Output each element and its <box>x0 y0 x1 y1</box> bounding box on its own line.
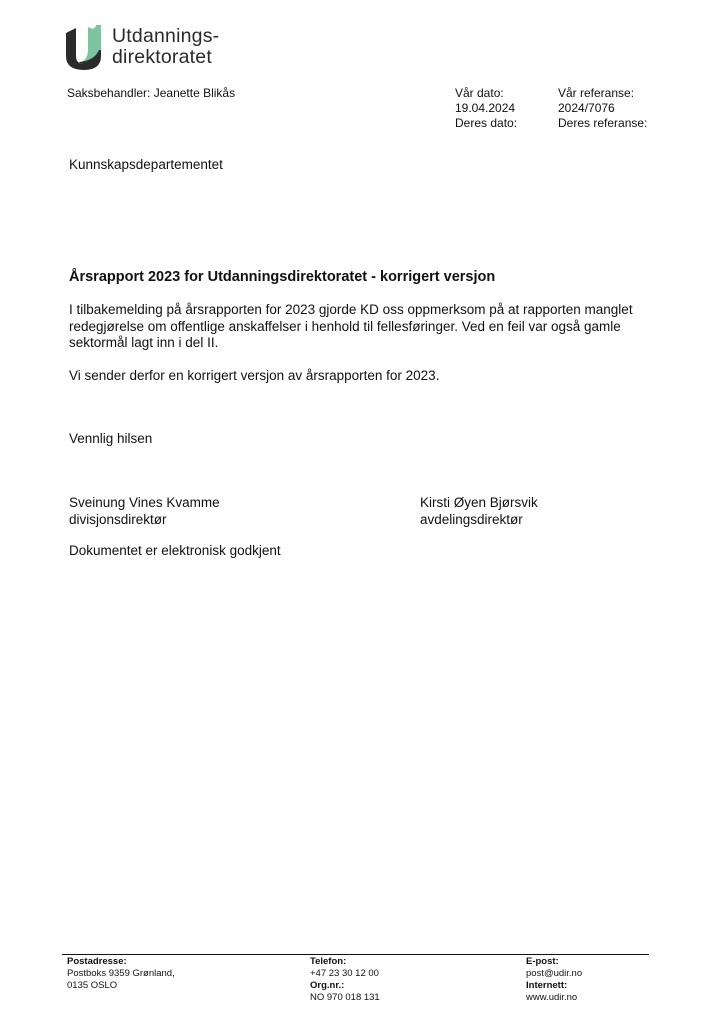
approval-note: Dokumentet er elektronisk godkjent <box>69 543 281 558</box>
paragraph-2: Vi sender derfor en korrigert versjon av årsrapporten for 2023. <box>69 368 440 383</box>
their-date-label: Deres dato: <box>455 116 518 130</box>
phone: +47 23 30 12 00 <box>310 968 379 979</box>
footer-contact <box>310 956 380 1004</box>
udir-logo-icon <box>66 25 103 70</box>
org-number: NO 970 018 131 <box>310 992 380 1003</box>
our-ref-label: Vår referanse: <box>558 86 635 100</box>
our-ref: 2024/7076 <box>558 101 615 115</box>
paragraph-1: I tilbakemelding på årsrapporten for 2023 gjorde KD oss oppmerksom på at rapporten manglet redegjørelse om offentlige anskaffelser i henhold til fellesføringer. Ved en feil var også gamle sektormål lagt inn i del II. <box>69 302 633 350</box>
postal-line-1: Postboks 9359 Grønland, <box>67 968 175 979</box>
their-ref-label: Deres referanse: <box>558 116 648 130</box>
website: www.udir.no <box>526 992 578 1003</box>
reference-block <box>558 86 647 131</box>
our-date: 19.04.2024 <box>455 101 516 115</box>
org-label: Org.nr.: <box>310 980 345 991</box>
logo-wordmark <box>112 26 219 68</box>
signatory-2-title: avdelingsdirektør <box>420 511 523 527</box>
footer-online <box>526 956 582 1004</box>
footer-postal <box>67 956 175 992</box>
recipient: Kunnskapsdepartementet <box>69 157 223 172</box>
signatory-2 <box>420 495 538 528</box>
email: post@udir.no <box>526 968 583 979</box>
letter-title: Årsrapport 2023 for Utdanningsdirektoratet - korrigert versjon <box>69 269 496 285</box>
postal-label: Postadresse: <box>67 956 127 967</box>
closing: Vennlig hilsen <box>69 431 153 446</box>
our-date-label: Vår dato: <box>455 86 504 100</box>
our-date-block <box>455 86 517 131</box>
signatory-1-name: Sveinung Vines Kvamme <box>69 495 220 510</box>
footer-divider <box>62 954 649 955</box>
email-label: E-post: <box>526 956 559 967</box>
signatory-1 <box>69 495 220 528</box>
web-label: Internett: <box>526 980 568 991</box>
postal-line-2: 0135 OSLO <box>67 980 118 991</box>
logo-line-1: Utdannings- <box>112 25 220 47</box>
signatory-2-name: Kirsti Øyen Bjørsvik <box>420 495 538 510</box>
case-handler: Saksbehandler: Jeanette Blikås <box>67 86 236 100</box>
signatory-1-title: divisjonsdirektør <box>69 511 167 527</box>
phone-label: Telefon: <box>310 956 347 967</box>
logo-line-2: direktoratet <box>112 46 212 68</box>
